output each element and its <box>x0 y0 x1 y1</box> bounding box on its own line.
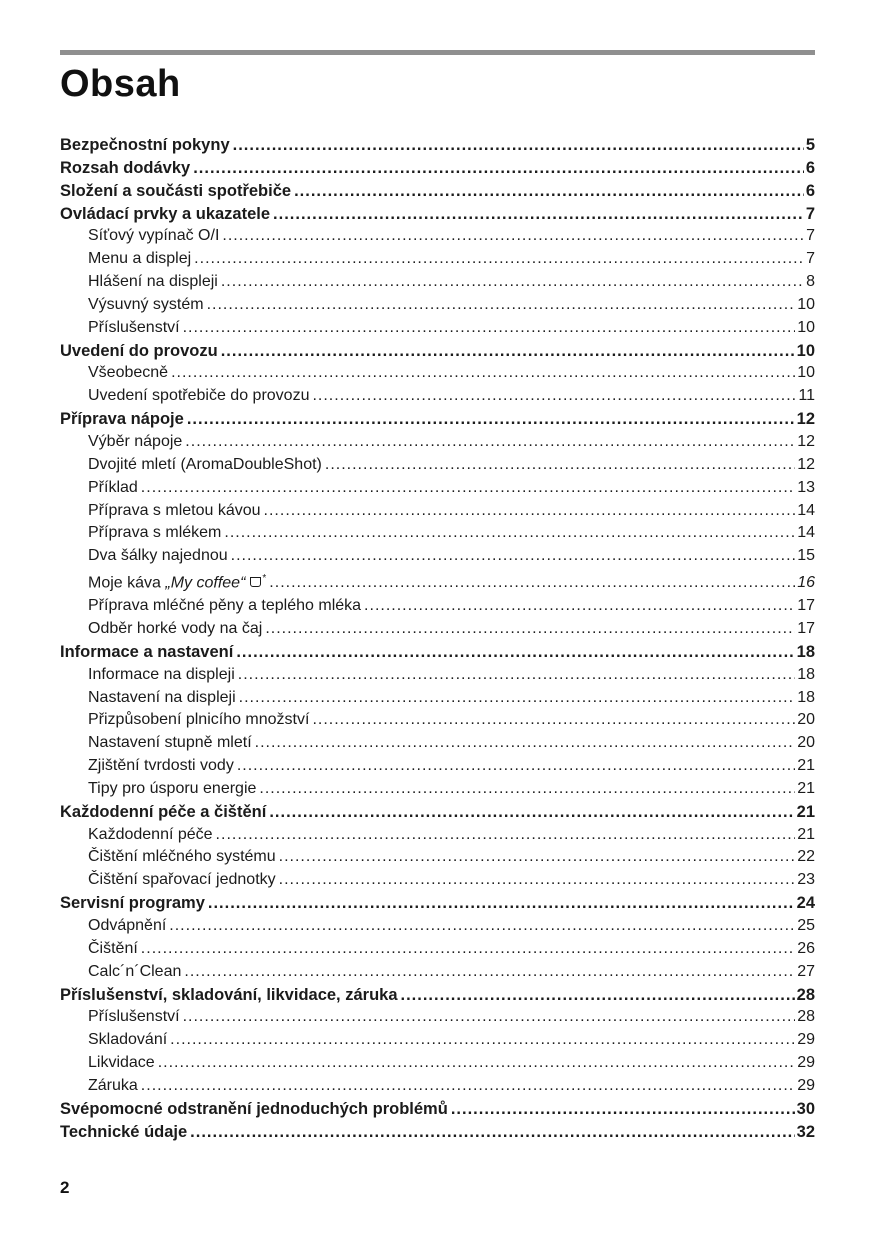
toc-entry-page: 12 <box>797 455 815 473</box>
toc-entry <box>60 431 815 454</box>
toc-entry-page: 17 <box>797 597 815 615</box>
toc-entry-label: Menu a displej <box>88 250 192 268</box>
toc-entry-page: 32 <box>796 1122 815 1141</box>
toc-entry-label: Všeobecně <box>88 364 169 382</box>
toc-entry-label: Čištění mléčného systému <box>88 848 276 866</box>
toc-entry-label: Příprava nápoje <box>60 410 184 429</box>
dot-leader <box>187 408 795 431</box>
toc-entry <box>60 641 815 664</box>
toc-entry <box>60 203 815 226</box>
toc-entry-label: Hlášení na displeji <box>88 273 218 291</box>
toc-entry-page: 11 <box>798 387 815 405</box>
toc-entry-label: Každodenní péče <box>88 825 213 843</box>
dot-leader <box>183 317 796 340</box>
toc-entry <box>60 846 815 869</box>
toc-entry <box>60 568 815 595</box>
dot-leader <box>312 385 796 408</box>
toc-entry-page: 21 <box>796 802 815 821</box>
toc-entry-label: Výsuvný systém <box>88 295 204 313</box>
toc-entry <box>60 362 815 385</box>
toc-entry-label: Calc´n´Clean <box>88 962 182 980</box>
toc-entry-label: Uvedení do provozu <box>60 341 218 360</box>
toc-entry-page: 14 <box>797 501 815 519</box>
dot-leader <box>194 248 804 271</box>
toc-entry <box>60 180 815 203</box>
dot-leader <box>221 340 795 363</box>
toc-entry-page: 28 <box>797 1008 815 1026</box>
toc-entry-label: Uvedení spotřebiče do provozu <box>88 387 310 405</box>
toc-entry-label: Nastavení na displeji <box>88 688 236 706</box>
toc-entry-page: 7 <box>805 204 815 223</box>
toc-entry-page: 26 <box>797 939 815 957</box>
toc-entry-label: Tipy pro úsporu energie <box>88 779 257 797</box>
toc-entry-label: Informace na displeji <box>88 665 235 683</box>
toc-entry-label: Záruka <box>88 1076 138 1094</box>
toc-entry-page: 24 <box>796 894 815 913</box>
toc-entry <box>60 915 815 938</box>
toc-entry-page: 8 <box>806 273 815 291</box>
toc-entry-page: 29 <box>797 1076 815 1094</box>
toc-entry-label: Svépomocné odstranění jednoduchých problémů <box>60 1099 448 1118</box>
toc-entry-page: 7 <box>806 227 815 245</box>
toc-entry-label: Servisní programy <box>60 894 205 913</box>
dot-leader <box>259 778 795 801</box>
dot-leader <box>141 1075 795 1098</box>
toc-entry <box>60 1075 815 1098</box>
toc-entry <box>60 385 815 408</box>
toc-entry-page: 21 <box>797 779 815 797</box>
dot-leader <box>401 984 795 1007</box>
toc-entry-page: 30 <box>796 1099 815 1118</box>
toc-entry <box>60 477 815 500</box>
toc-entry-page: 18 <box>796 642 815 661</box>
toc-entry-page: 29 <box>797 1054 815 1072</box>
toc-entry <box>60 938 815 961</box>
dot-leader <box>236 641 794 664</box>
toc-entry-page: 18 <box>797 688 815 706</box>
toc-entry-label: Dvojité mletí (AromaDoubleShot) <box>88 455 322 473</box>
toc-entry-label: Moje káva „My coffee“ * <box>88 573 267 592</box>
dot-leader <box>269 572 795 595</box>
toc-entry <box>60 225 815 248</box>
toc-entry <box>60 892 815 915</box>
toc-entry <box>60 824 815 847</box>
toc-entry-page: 29 <box>797 1031 815 1049</box>
toc-entry-label: Likvidace <box>88 1054 155 1072</box>
page-title: Obsah <box>60 63 181 105</box>
dot-leader <box>264 500 796 523</box>
dot-leader <box>158 1052 796 1075</box>
toc-entry <box>60 294 815 317</box>
toc-entry <box>60 134 815 157</box>
toc-entry-page: 25 <box>797 917 815 935</box>
toc-entry-label: Příslušenství <box>88 1008 180 1026</box>
toc-entry-label: Příslušenství <box>88 318 180 336</box>
toc-entry-page: 17 <box>797 620 815 638</box>
toc-entry-page: 6 <box>805 158 815 177</box>
toc-entry-page: 14 <box>797 524 815 542</box>
dot-leader <box>141 477 795 500</box>
dot-leader <box>216 824 796 847</box>
toc-entry-label: Síťový vypínač O/I <box>88 227 220 245</box>
dot-leader <box>185 431 795 454</box>
footer-page-number: 2 <box>60 1178 70 1197</box>
dot-leader <box>221 271 804 294</box>
toc-entry-page: 7 <box>806 250 815 268</box>
toc-entry-label: Skladování <box>88 1031 168 1049</box>
toc-entry-label: Informace a nastavení <box>60 642 234 661</box>
toc-entry <box>60 732 815 755</box>
toc-entry-page: 10 <box>797 364 815 382</box>
toc-entry-page: 27 <box>797 962 815 980</box>
dot-leader <box>265 618 795 641</box>
toc-entry-label: Dva šálky najednou <box>88 547 228 565</box>
dot-leader <box>193 157 804 180</box>
my-coffee-cup-icon <box>250 577 261 587</box>
toc-entry-page: 10 <box>797 318 815 336</box>
toc-entry-page: 12 <box>797 432 815 450</box>
dot-leader <box>183 1006 796 1029</box>
toc-entry <box>60 1052 815 1075</box>
toc-entry <box>60 801 815 824</box>
toc-entry <box>60 408 815 431</box>
dot-leader <box>231 545 796 568</box>
toc-entry <box>60 1121 815 1144</box>
toc-entry <box>60 618 815 641</box>
toc-entry-page: 10 <box>797 295 815 313</box>
dot-leader <box>269 801 794 824</box>
dot-leader <box>294 180 804 203</box>
dot-leader <box>364 595 795 618</box>
toc-entry-label: Příprava s mletou kávou <box>88 501 261 519</box>
toc-entry-label: Čištění spařovací jednotky <box>88 871 276 889</box>
toc-entry-label: Výběr nápoje <box>88 432 183 450</box>
toc-entry-page: 18 <box>797 665 815 683</box>
toc-entry <box>60 522 815 545</box>
toc-entry-label: Bezpečnostní pokyny <box>60 136 230 154</box>
toc-entry-page: 6 <box>805 181 815 200</box>
dot-leader <box>141 938 795 961</box>
toc-entry <box>60 248 815 271</box>
toc-entry-label: Složení a součásti spotřebiče <box>60 181 292 200</box>
dot-leader <box>279 846 796 869</box>
dot-leader <box>171 362 795 385</box>
toc-entry <box>60 271 815 294</box>
toc-entry-label: Příklad <box>88 478 138 496</box>
dot-leader <box>170 1029 795 1052</box>
toc-entry <box>60 157 815 180</box>
toc-entry <box>60 709 815 732</box>
dot-leader <box>184 961 795 984</box>
toc-entry-label: Odvápnění <box>88 917 167 935</box>
toc-entry-label: Příprava s mlékem <box>88 524 222 542</box>
toc-entry-page: 16 <box>797 574 815 592</box>
dot-leader <box>255 732 796 755</box>
toc-entry <box>60 454 815 477</box>
toc-entry-page: 5 <box>805 136 815 154</box>
toc-entry <box>60 984 815 1007</box>
dot-leader <box>233 134 804 157</box>
toc-entry-label: Příslušenství, skladování, likvidace, záruka <box>60 985 398 1004</box>
toc-entry <box>60 869 815 892</box>
toc-entry-label: Ovládací prvky a ukazatele <box>60 204 271 223</box>
toc-entry-page: 21 <box>797 757 815 775</box>
toc-entry-page: 13 <box>797 478 815 496</box>
toc-entry <box>60 545 815 568</box>
toc-entry-page: 23 <box>797 871 815 889</box>
toc-entry-page: 21 <box>797 825 815 843</box>
toc-entry <box>60 595 815 618</box>
toc-entry <box>60 1029 815 1052</box>
dot-leader <box>325 454 795 477</box>
toc-entry-label: Zjištění tvrdosti vody <box>88 757 234 775</box>
toc-entry-label: Nastavení stupně mletí <box>88 734 252 752</box>
dot-leader <box>224 522 795 545</box>
toc-entry-label: Přizpůsobení plnicího množství <box>88 711 310 729</box>
toc-entry-page: 10 <box>796 341 815 360</box>
toc-list <box>60 134 815 1143</box>
toc-entry <box>60 340 815 363</box>
toc-entry <box>60 664 815 687</box>
dot-leader <box>169 915 795 938</box>
dot-leader <box>207 294 796 317</box>
dot-leader <box>238 664 795 687</box>
toc-entry-page: 20 <box>797 711 815 729</box>
toc-entry-label: Odběr horké vody na čaj <box>88 620 263 638</box>
dot-leader <box>222 225 804 248</box>
toc-entry <box>60 317 815 340</box>
dot-leader <box>451 1098 795 1121</box>
toc-entry-label: Technické údaje <box>60 1122 188 1141</box>
toc-entry-page: 12 <box>796 410 815 429</box>
toc-entry-label: Každodenní péče a čištění <box>60 802 267 821</box>
toc-entry-label: Čištění <box>88 939 138 957</box>
dot-leader <box>279 869 796 892</box>
toc-entry-page: 15 <box>797 547 815 565</box>
toc-entry <box>60 1006 815 1029</box>
dot-leader <box>273 203 804 226</box>
toc-entry-page: 20 <box>797 734 815 752</box>
toc-entry <box>60 961 815 984</box>
toc-entry <box>60 755 815 778</box>
dot-leader <box>239 687 796 710</box>
dot-leader <box>190 1121 794 1144</box>
toc-entry-label: Příprava mléčné pěny a teplého mléka <box>88 597 362 615</box>
toc-entry <box>60 778 815 801</box>
header-rule <box>60 50 815 55</box>
dot-leader <box>312 709 795 732</box>
toc-entry-page: 22 <box>797 848 815 866</box>
toc-entry <box>60 687 815 710</box>
toc-entry-label: Rozsah dodávky <box>60 158 191 177</box>
toc-entry-page: 28 <box>796 985 815 1004</box>
toc-entry <box>60 1098 815 1121</box>
dot-leader <box>237 755 795 778</box>
toc-entry <box>60 500 815 523</box>
dot-leader <box>208 892 795 915</box>
